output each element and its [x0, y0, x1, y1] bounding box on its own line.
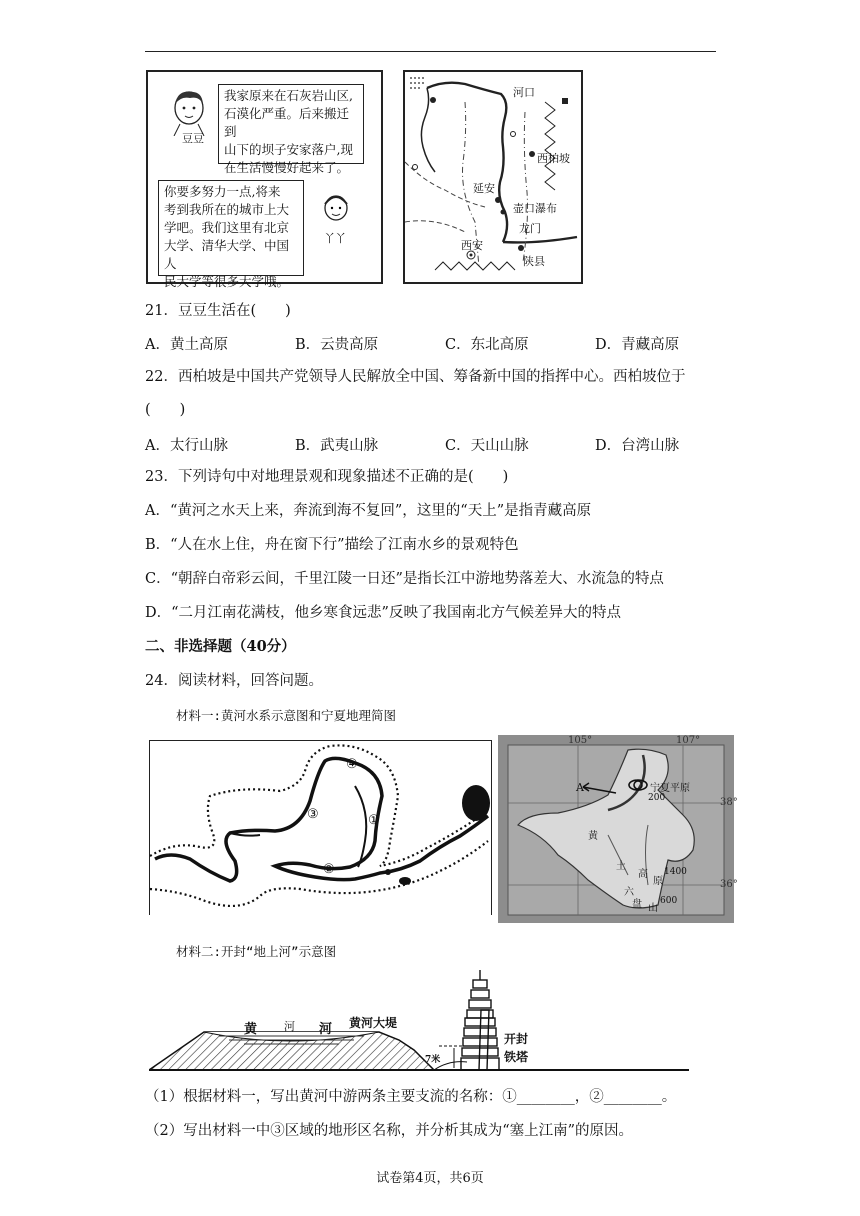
q24-sub1: （1）根据材料一，写出黄河中游两条主要支流的名称：①________，②________。	[145, 1089, 677, 1105]
speech-line: 石漠化严重。后来搬迁到	[224, 106, 350, 139]
doudou-figure	[166, 86, 212, 136]
label-xibaipo: 西柏坡	[537, 152, 570, 165]
label-yanan: 延安	[473, 182, 495, 195]
q23-option-c: C．“朝辞白帝彩云间，千里江陵一日还”是指长江中游地势落差大、水流急的特点	[145, 571, 664, 587]
marker-3: ③	[307, 807, 319, 822]
label-yuan: 原	[653, 876, 663, 887]
speech-line: 大学、清华大学、中国人	[164, 238, 290, 271]
lat-36: 36°	[720, 879, 738, 890]
speech-line: 我家原来在石灰岩山区,	[224, 88, 353, 103]
label-river-he: 河	[284, 1020, 295, 1033]
section-two-heading: 二、非选择题（40分）	[145, 638, 296, 655]
q21-option-d: D．青藏高原	[595, 337, 680, 353]
loess-map	[403, 70, 583, 284]
q22-stem-cont: ( )	[145, 402, 186, 418]
speech-line: 你要多努力一点,将来	[164, 184, 281, 199]
q22-option-c: C．天山山脉	[445, 438, 529, 454]
q23-option-a: A．“黄河之水天上来，奔流到海不复回”，这里的“天上”是指青藏高原	[145, 503, 592, 519]
speech-line: 山下的坝子安家落户,现	[224, 142, 353, 157]
q23-stem: 23．下列诗句中对地理景观和现象描述不正确的是( )	[145, 469, 509, 485]
loess-map-drawing	[405, 72, 581, 282]
kaifeng-diagram	[149, 970, 689, 1076]
q23-option-d: D．“二月江南花满枝，他乡寒食远悲”反映了我国南北方气候差异大的特点	[145, 605, 621, 621]
q22-option-d: D．台湾山脉	[595, 438, 680, 454]
label-shan: 山	[648, 903, 658, 914]
yaya-name: 丫丫	[324, 232, 346, 245]
q21-option-c: C．东北高原	[445, 337, 529, 353]
label-longmen: 龙门	[519, 222, 541, 235]
label-tu: 土	[616, 861, 626, 872]
label-tower-kaifeng: 开封	[504, 1032, 529, 1046]
label-river-he2: 河	[319, 1022, 333, 1037]
q23-option-b: B．“人在水上住，舟在窗下行”描绘了江南水乡的景观特色	[145, 537, 519, 553]
q21-option-b: B．云贵高原	[295, 337, 379, 353]
q22-stem: 22．西柏坡是中国共产党领导人民解放全中国、筹备新中国的指挥中心。西柏坡位于	[145, 369, 686, 385]
header-rule	[145, 51, 716, 52]
lon-105: 105°	[568, 735, 593, 746]
speech-line: 学吧。我们这里有北京	[164, 220, 290, 235]
label-7m: 7米	[425, 1055, 441, 1065]
label-dike: 黄河大堤	[349, 1016, 398, 1030]
marker-1: ①	[368, 813, 380, 828]
label-huang: 黄	[588, 831, 598, 842]
ningxia-map	[498, 735, 738, 923]
speech-line: 考到我所在的城市上大	[164, 202, 290, 217]
kaifeng-drawing	[149, 970, 689, 1076]
page-footer: 试卷第4页，共6页	[376, 1171, 484, 1186]
q22-option-b: B．武夷山脉	[295, 438, 379, 454]
cartoon-panel	[146, 70, 383, 289]
label-hekou: 河口	[513, 86, 535, 99]
marker-4: ④	[346, 757, 358, 772]
yaya-figure	[316, 190, 356, 226]
doudou-speech	[218, 84, 364, 175]
label-liupan: 六	[624, 887, 634, 898]
label-river-huang: 黄	[244, 1022, 258, 1037]
q21-option-a: A．黄土高原	[145, 337, 228, 353]
label-ningxia-plain: 宁夏平原	[650, 783, 690, 794]
q24-sub2: （2）写出材料一中③区域的地形区名称，并分析其成为“塞上江南”的原因。	[145, 1123, 634, 1139]
speech-line: 民大学等很多大学哦。	[164, 274, 290, 289]
label-pan: 盘	[632, 899, 642, 910]
label-a: A	[576, 781, 584, 794]
speech-line: 在生活慢慢好起来了。	[224, 160, 350, 175]
doudou-name: 豆豆	[182, 132, 204, 145]
yellow-river-drawing	[150, 741, 493, 916]
ningxia-drawing	[498, 735, 734, 923]
label-shanxian: 陕县	[523, 255, 545, 268]
material2-caption: 材料二:开封“地上河”示意图	[176, 944, 337, 959]
yellow-river-map	[149, 740, 492, 915]
label-xian: 西安	[461, 239, 483, 252]
label-gao: 高	[638, 869, 648, 880]
marker-2: ②	[323, 862, 335, 877]
label-elev-600: 600	[660, 896, 678, 906]
lon-107: 107°	[676, 735, 701, 746]
label-tower-iron: 铁塔	[504, 1050, 529, 1064]
q24-stem: 24．阅读材料，回答问题。	[145, 673, 323, 689]
label-elev-1400: 1400	[664, 867, 687, 877]
material1-caption: 材料一:黄河水系示意图和宁夏地理简图	[176, 708, 397, 723]
yaya-speech	[158, 180, 304, 289]
q21-stem: 21．豆豆生活在( )	[145, 303, 291, 319]
q22-option-a: A．太行山脉	[145, 438, 228, 454]
lat-38: 38°	[720, 797, 738, 808]
label-hukou: 壶口瀑布	[513, 202, 557, 215]
label-elev-200: 200	[648, 793, 666, 803]
